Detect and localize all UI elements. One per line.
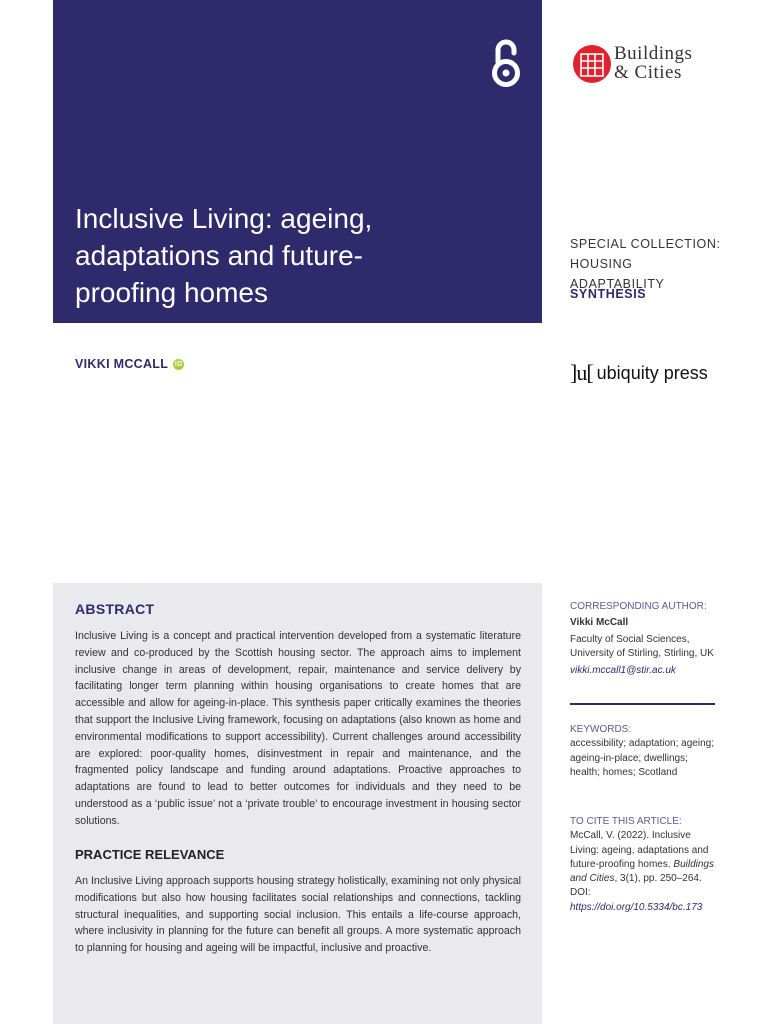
publisher-mark: ]u[ <box>570 360 593 385</box>
title-line: adaptations and future- <box>75 240 363 271</box>
corresponding-author <box>570 600 720 678</box>
corr-email-link[interactable]: vikki.mccall1@stir.ac.uk <box>570 665 676 677</box>
practice-relevance-text: An Inclusive Living approach supports housing strategy holistically, examining not only physical modifications but also how housing facilitates social relationships and connections, tackling structural inequalities, and supporting social inclusion. This entails a life-course approach, where inclusivity in planning for the future can benefit all groups. A more systematic approach to planning for housing and ageing will be impactful, inclusive and proactive. <box>75 875 521 955</box>
corr-label: CORRESPONDING AUTHOR: <box>570 601 707 612</box>
publisher-name: ubiquity press <box>596 362 708 383</box>
special-collection <box>570 234 730 294</box>
journal-name-line1: Buildings <box>614 43 693 64</box>
article-title <box>75 200 495 311</box>
sidebar-divider <box>570 703 715 705</box>
journal-name-line2: & Cities <box>614 62 682 83</box>
journal-logo <box>572 42 722 86</box>
cite-journal: Buildings and Cities <box>570 858 714 885</box>
keywords-label: KEYWORDS: <box>570 724 632 735</box>
title-line: proofing homes <box>75 277 269 308</box>
collection-line2: HOUSING ADAPTABILITY <box>570 257 665 291</box>
abstract-heading: ABSTRACT <box>75 601 155 617</box>
open-access-icon <box>488 36 524 90</box>
article-type: SYNTHESIS <box>570 287 647 301</box>
author-byline <box>75 357 184 371</box>
buildings-cities-logo-icon <box>572 44 612 84</box>
abstract-text: Inclusive Living is a concept and practical intervention developed from a systematic literature review and co-produced by the Scottish housing sector. The approach aims to implement inclusive change in areas of development, repair, maintenance and service delivery by facilitating longer term planning within housing organisations to create homes that are accessible and allow for ageing-in-place. This synthesis paper critically examines the theories that support the Inclusive Living framework, focusing on adaptations (also known as home and environmental modifications to support accessibility). Current challenges around accessibility are explored: poor-quality homes, disinvestment in repair and maintenance, and the fragmented policy landscape and funding around adaptations. Proactive approaches to adaptations are found to lead to better outcomes for individuals and they need to be understood as a ‘public issue’ not a ‘private trouble’ to encourage investment in housing sector solutions. <box>75 630 521 827</box>
corr-name: Vikki McCall <box>570 617 629 629</box>
publisher-logo <box>570 360 708 386</box>
cite-label: TO CITE THIS ARTICLE: <box>570 816 682 827</box>
practice-relevance-heading: PRACTICE RELEVANCE <box>75 847 225 862</box>
orcid-icon[interactable]: iD <box>174 360 183 368</box>
corr-affiliation: Faculty of Social Sciences, University of Stirling, Stirling, UK <box>570 633 714 659</box>
title-line: Inclusive Living: ageing, <box>75 203 373 234</box>
author-name[interactable]: VIKKI MCCALL <box>75 357 169 371</box>
citation <box>570 815 720 915</box>
keywords <box>570 723 720 780</box>
cite-doi-link[interactable]: https://doi.org/10.5334/bc.173 <box>570 901 703 913</box>
cite-volume: , 3(1), pp. 250–264. DOI: <box>570 873 702 899</box>
keywords-list: accessibility; adaptation; ageing; ageing-in-place; dwellings; health; homes; Scotland <box>570 738 714 778</box>
collection-line1: SPECIAL COLLECTION: <box>570 237 721 251</box>
cite-text: McCall, V. (2022). Inclusive Living: ageing, adaptations and future-proofing homes. <box>570 830 709 870</box>
